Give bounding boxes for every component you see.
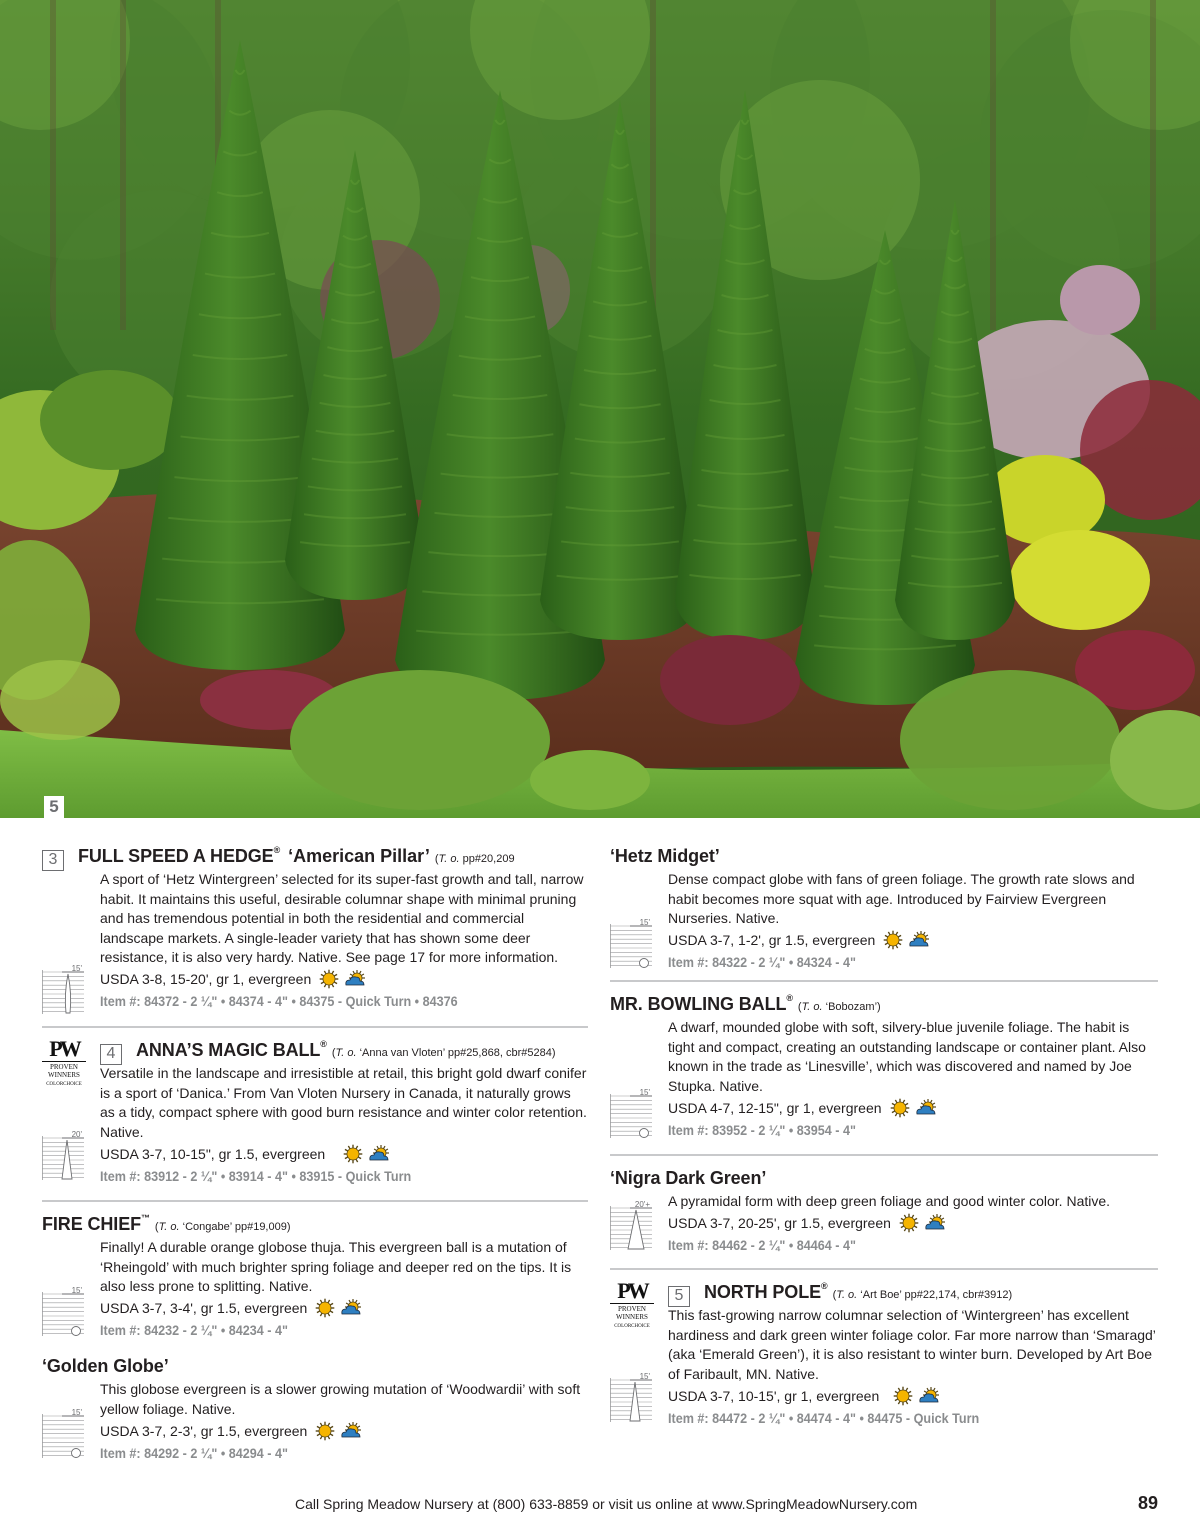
entry-golden-globe bbox=[42, 1356, 588, 1466]
height-silhouette-icon bbox=[610, 1200, 652, 1250]
photo-number-badge: 5 bbox=[44, 796, 64, 818]
proven-winners-logo: PW PROVEN WINNERS COLORCHOICE bbox=[610, 1280, 654, 1332]
part-shade-icon bbox=[339, 1421, 363, 1441]
part-shade-icon bbox=[343, 969, 367, 989]
sun-icon bbox=[315, 1298, 335, 1318]
usda-line: USDA 3-7, 10-15', gr 1, evergreen bbox=[668, 1385, 1158, 1407]
divider bbox=[42, 1026, 588, 1028]
svg-text:15': 15' bbox=[71, 964, 82, 973]
description: Dense compact globe with fans of green foliage. The growth rate slows and habit becomes more squat with age. Introduced by Fairview Evergreen Nurseries. Native. bbox=[668, 871, 1135, 927]
part-shade-icon bbox=[339, 1298, 363, 1318]
item-numbers: Item #: 84292 - 2 ¼" • 84294 - 4" bbox=[100, 1445, 288, 1461]
exposure-icons bbox=[895, 1213, 947, 1233]
entry-nigra-dark-green bbox=[610, 1168, 1158, 1258]
entry-body bbox=[668, 1018, 1158, 1141]
svg-text:15': 15' bbox=[71, 1286, 82, 1295]
item-numbers: Item #: 83952 - 2 ¼" • 83954 - 4" bbox=[668, 1122, 856, 1138]
entry-body bbox=[100, 1064, 588, 1187]
right-column bbox=[610, 846, 1158, 1432]
exposure-icons bbox=[311, 1421, 363, 1441]
entry-heading bbox=[668, 1282, 1158, 1306]
svg-text:15': 15' bbox=[639, 1372, 650, 1381]
part-shade-icon bbox=[914, 1098, 938, 1118]
divider bbox=[610, 1268, 1158, 1270]
product-name: ‘Golden Globe’ bbox=[42, 1356, 169, 1376]
sun-icon bbox=[893, 1386, 913, 1406]
description: A pyramidal form with deep green foliage and good winter color. Native. bbox=[668, 1193, 1111, 1209]
entry-fire-chief bbox=[42, 1214, 588, 1342]
divider bbox=[610, 980, 1158, 982]
photo-ref-number: 3 bbox=[42, 850, 64, 871]
contact-line: Call Spring Meadow Nursery at (800) 633-8859 or visit us online at www.SpringMeadowNursery.com bbox=[295, 1496, 918, 1512]
item-numbers: Item #: 84322 - 2 ¼" • 84324 - 4" bbox=[668, 954, 856, 970]
exposure-icons bbox=[339, 1144, 391, 1164]
item-numbers: Item #: 84372 - 2 ¼" • 84374 - 4" • 84375 - Quick Turn • 84376 bbox=[100, 993, 458, 1009]
svg-text:15': 15' bbox=[639, 1088, 650, 1097]
height-silhouette-icon bbox=[610, 918, 652, 968]
usda-line: USDA 3-7, 3-4', gr 1.5, evergreen bbox=[100, 1297, 588, 1319]
product-name: MR. BOWLING BALL® bbox=[610, 993, 793, 1014]
page-number: 89 bbox=[1138, 1493, 1159, 1513]
usda-line: USDA 3-7, 10-15", gr 1.5, evergreen bbox=[100, 1143, 588, 1165]
exposure-icons bbox=[879, 930, 931, 950]
entry-body bbox=[100, 1238, 588, 1341]
svg-text:15': 15' bbox=[71, 1408, 82, 1417]
entry-north-pole bbox=[610, 1278, 1158, 1432]
part-shade-icon bbox=[907, 930, 931, 950]
proven-winners-logo: PW PROVEN WINNERS COLORCHOICE bbox=[42, 1038, 86, 1090]
photo-ref-number: 5 bbox=[668, 1286, 690, 1307]
exposure-icons bbox=[889, 1386, 941, 1406]
exposure-icons bbox=[311, 1298, 363, 1318]
entry-mr-bowling-ball bbox=[610, 994, 1158, 1144]
latin-name: (T. o. ‘Art Boe’ pp#22,174, cbr#3912) bbox=[832, 1289, 1013, 1301]
sun-icon bbox=[315, 1421, 335, 1441]
photo-ref-number: 4 bbox=[100, 1044, 122, 1065]
height-silhouette-icon bbox=[42, 1286, 84, 1336]
entry-heading bbox=[610, 994, 1158, 1018]
sun-icon bbox=[883, 930, 903, 950]
entry-heading bbox=[42, 1356, 588, 1380]
product-name: FIRE CHIEF™ bbox=[42, 1213, 150, 1234]
entry-american-pillar bbox=[42, 846, 588, 1018]
usda-line: USDA 3-7, 20-25', gr 1.5, evergreen bbox=[668, 1212, 1158, 1234]
description: Finally! A durable orange globose thuja. This evergreen ball is a mutation of ‘Rheingold’ with much brighter spring foliage and deeper red on the tips. It is also less prone to splitting. Native. bbox=[100, 1239, 572, 1295]
entry-heading bbox=[42, 1214, 588, 1238]
height-silhouette-icon bbox=[42, 1130, 84, 1180]
entry-heading bbox=[610, 1168, 1158, 1192]
sun-icon bbox=[890, 1098, 910, 1118]
exposure-icons bbox=[886, 1098, 938, 1118]
entry-hetz-midget bbox=[610, 846, 1158, 972]
part-shade-icon bbox=[923, 1213, 947, 1233]
description: This fast-growing narrow columnar selection of ‘Wintergreen’ has excellent hardiness and dark green winter foliage color. Far more narrow than ‘Smaragd’ (aka ‘Emerald Green’), it is also resistant to winter burn. Developed by Art Boe of Faribault, MN. Native. bbox=[668, 1307, 1156, 1382]
description: Versatile in the landscape and irresistible at retail, this bright gold dwarf conifer is a sport of ‘Danica.’ From Van Vloten Nursery in Canada, it naturally grows as a tidy, compact sphere with good burn resistance and winter color retention. Native. bbox=[100, 1065, 587, 1140]
usda-line: USDA 3-8, 15-20', gr 1, evergreen bbox=[100, 968, 588, 990]
product-name: ‘Nigra Dark Green’ bbox=[610, 1168, 767, 1188]
height-silhouette-icon bbox=[42, 964, 84, 1014]
latin-name: (T. o. ‘Anna van Vloten’ pp#25,868, cbr#5284) bbox=[331, 1047, 556, 1059]
entry-body bbox=[668, 870, 1158, 973]
item-numbers: Item #: 84472 - 2 ¼" • 84474 - 4" • 84475 - Quick Turn bbox=[668, 1410, 980, 1426]
svg-text:20': 20' bbox=[71, 1130, 82, 1139]
usda-line: USDA 3-7, 1-2', gr 1.5, evergreen bbox=[668, 929, 1158, 951]
latin-name: (T. o. ‘Bobozam’) bbox=[797, 1001, 881, 1013]
part-shade-icon bbox=[917, 1386, 941, 1406]
cultivar-name: ‘American Pillar’ bbox=[288, 846, 430, 866]
entry-body bbox=[668, 1192, 1158, 1256]
usda-line: USDA 3-7, 2-3', gr 1.5, evergreen bbox=[100, 1420, 588, 1442]
usda-line: USDA 4-7, 12-15", gr 1, evergreen bbox=[668, 1097, 1158, 1119]
entry-body bbox=[100, 1380, 588, 1464]
sun-icon bbox=[343, 1144, 363, 1164]
height-silhouette-icon bbox=[42, 1408, 84, 1458]
entry-heading bbox=[610, 846, 1158, 870]
divider bbox=[610, 1154, 1158, 1156]
height-silhouette-icon bbox=[610, 1372, 652, 1422]
item-numbers: Item #: 84462 - 2 ¼" • 84464 - 4" bbox=[668, 1237, 856, 1253]
description: A sport of ‘Hetz Wintergreen’ selected for its super-fast growth and tall, narrow habit. It maintains this useful, desirable columnar shape with minimal pruning and has tremendous potential in both the residential and commercial landscape markets. A single-leader variety that has shown some deer resistance, it is also very hardy. Native. See page 17 for more information. bbox=[100, 871, 584, 966]
entry-annas-magic-ball bbox=[42, 1036, 588, 1190]
svg-text:20'+: 20'+ bbox=[634, 1200, 650, 1209]
product-name: NORTH POLE® bbox=[704, 1281, 828, 1302]
item-numbers: Item #: 83912 - 2 ¼" • 83914 - 4" • 83915 - Quick Turn bbox=[100, 1168, 412, 1184]
product-name: ‘Hetz Midget’ bbox=[610, 846, 720, 866]
product-name: ANNA’S MAGIC BALL® bbox=[136, 1039, 327, 1060]
divider bbox=[42, 1200, 588, 1202]
exposure-icons bbox=[315, 969, 367, 989]
left-column bbox=[42, 846, 588, 1466]
product-name: FULL SPEED A HEDGE® bbox=[78, 845, 281, 866]
height-silhouette-icon bbox=[610, 1088, 652, 1138]
entry-body bbox=[668, 1306, 1158, 1429]
item-numbers: Item #: 84232 - 2 ¼" • 84234 - 4" bbox=[100, 1322, 288, 1338]
part-shade-icon bbox=[367, 1144, 391, 1164]
latin-name: (T. o. ‘Congabe’ pp#19,009) bbox=[154, 1221, 291, 1233]
description: This globose evergreen is a slower growing mutation of ‘Woodwardii’ with soft yellow foliage. Native. bbox=[100, 1381, 581, 1417]
sun-icon bbox=[319, 969, 339, 989]
description: A dwarf, mounded globe with soft, silvery-blue juvenile foliage. The habit is tight and compact, creating an outstanding landscape or container plant. Also known in the trade as ‘Linesville’, which was discovered and named by Joe Stupka. Native. bbox=[668, 1019, 1146, 1094]
entry-heading bbox=[42, 846, 588, 870]
page-footer bbox=[0, 1492, 1200, 1518]
svg-text:15': 15' bbox=[639, 918, 650, 927]
latin-name: (T. o. pp#20,209 bbox=[434, 853, 515, 865]
entry-heading bbox=[100, 1040, 588, 1064]
sun-icon bbox=[899, 1213, 919, 1233]
entry-body bbox=[100, 870, 588, 1012]
